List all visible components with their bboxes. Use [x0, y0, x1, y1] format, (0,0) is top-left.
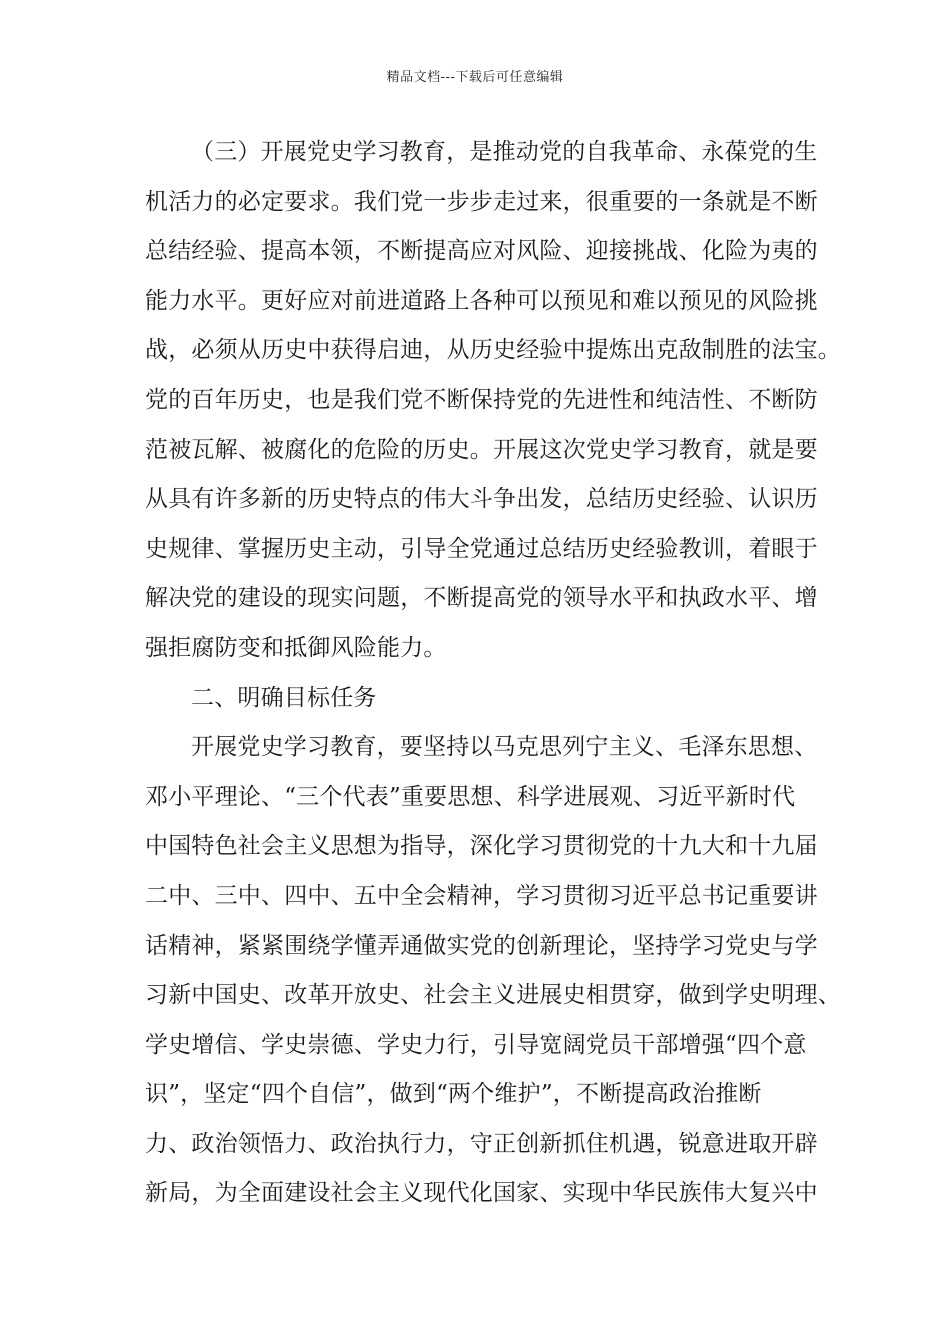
text-line: 开展党史学习教育，要坚持以马克思列宁主义、毛泽东思想、: [191, 734, 818, 761]
text-line: 话精神，紧紧围绕学懂弄通做实党的创新理论，坚持学习党史与学: [145, 932, 818, 959]
text-line: 史规律、掌握历史主动，引导全党通过总结历史经验教训，着眼于: [145, 535, 818, 562]
text-line: 强拒腐防变和抵御风险能力。: [145, 634, 447, 661]
text-line: 解决党的建设的现实问题，不断提高党的领导水平和执政水平、增: [145, 585, 818, 612]
text-line: 中国特色社会主义思想为指导，深化学习贯彻党的十九大和十九届: [145, 833, 818, 860]
text-line: 习新中国史、改革开放史、社会主义进展史相贯穿，做到学史明理、: [145, 982, 841, 1009]
text-line: 从具有许多新的历史特点的伟大斗争出发，总结历史经验、认识历: [145, 486, 818, 513]
text-line: 范被瓦解、被腐化的危险的历史。开展这次党史学习教育，就是要: [145, 436, 818, 463]
text-line: 新局，为全面建设社会主义现代化国家、实现中华民族伟大复兴中: [145, 1180, 818, 1207]
page-header: 精品文档---下载后可任意编辑: [386, 70, 564, 85]
text-line: 机活力的必定要求。我们党一步步走过来，很重要的一条就是不断: [145, 188, 818, 215]
text-line: 力、政治领悟力、政治执行力，守正创新抓住机遇，锐意进取开辟: [145, 1130, 818, 1157]
text-line: 能力水平。更好应对前进道路上各种可以预见和难以预见的风险挑: [145, 287, 818, 314]
text-line: 邓小平理论、“三个代表”重要思想、科学进展观、习近平新时代: [145, 783, 796, 810]
text-line: 战，必须从历史中获得启迪，从历史经验中提炼出克敌制胜的法宝。: [145, 337, 841, 364]
text-line: 识”，坚定“四个自信”，做到“两个维护”，不断提高政治推断: [145, 1081, 762, 1108]
text-line: （三）开展党史学习教育，是推动党的自我革命、永葆党的生: [191, 139, 818, 165]
section-heading: 二、明确目标任务: [191, 684, 377, 711]
text-line: 学史增信、学史崇德、学史力行，引导宽阔党员干部增强“四个意: [145, 1031, 807, 1058]
text-line: 二中、三中、四中、五中全会精神，学习贯彻习近平总书记重要讲: [145, 882, 818, 909]
document-body: [145, 128, 841, 1219]
text-line: 党的百年历史，也是我们党不断保持党的先进性和纯洁性、不断防: [145, 386, 818, 413]
text-line: 总结经验、提高本领，不断提高应对风险、迎接挑战、化险为夷的: [145, 238, 818, 265]
